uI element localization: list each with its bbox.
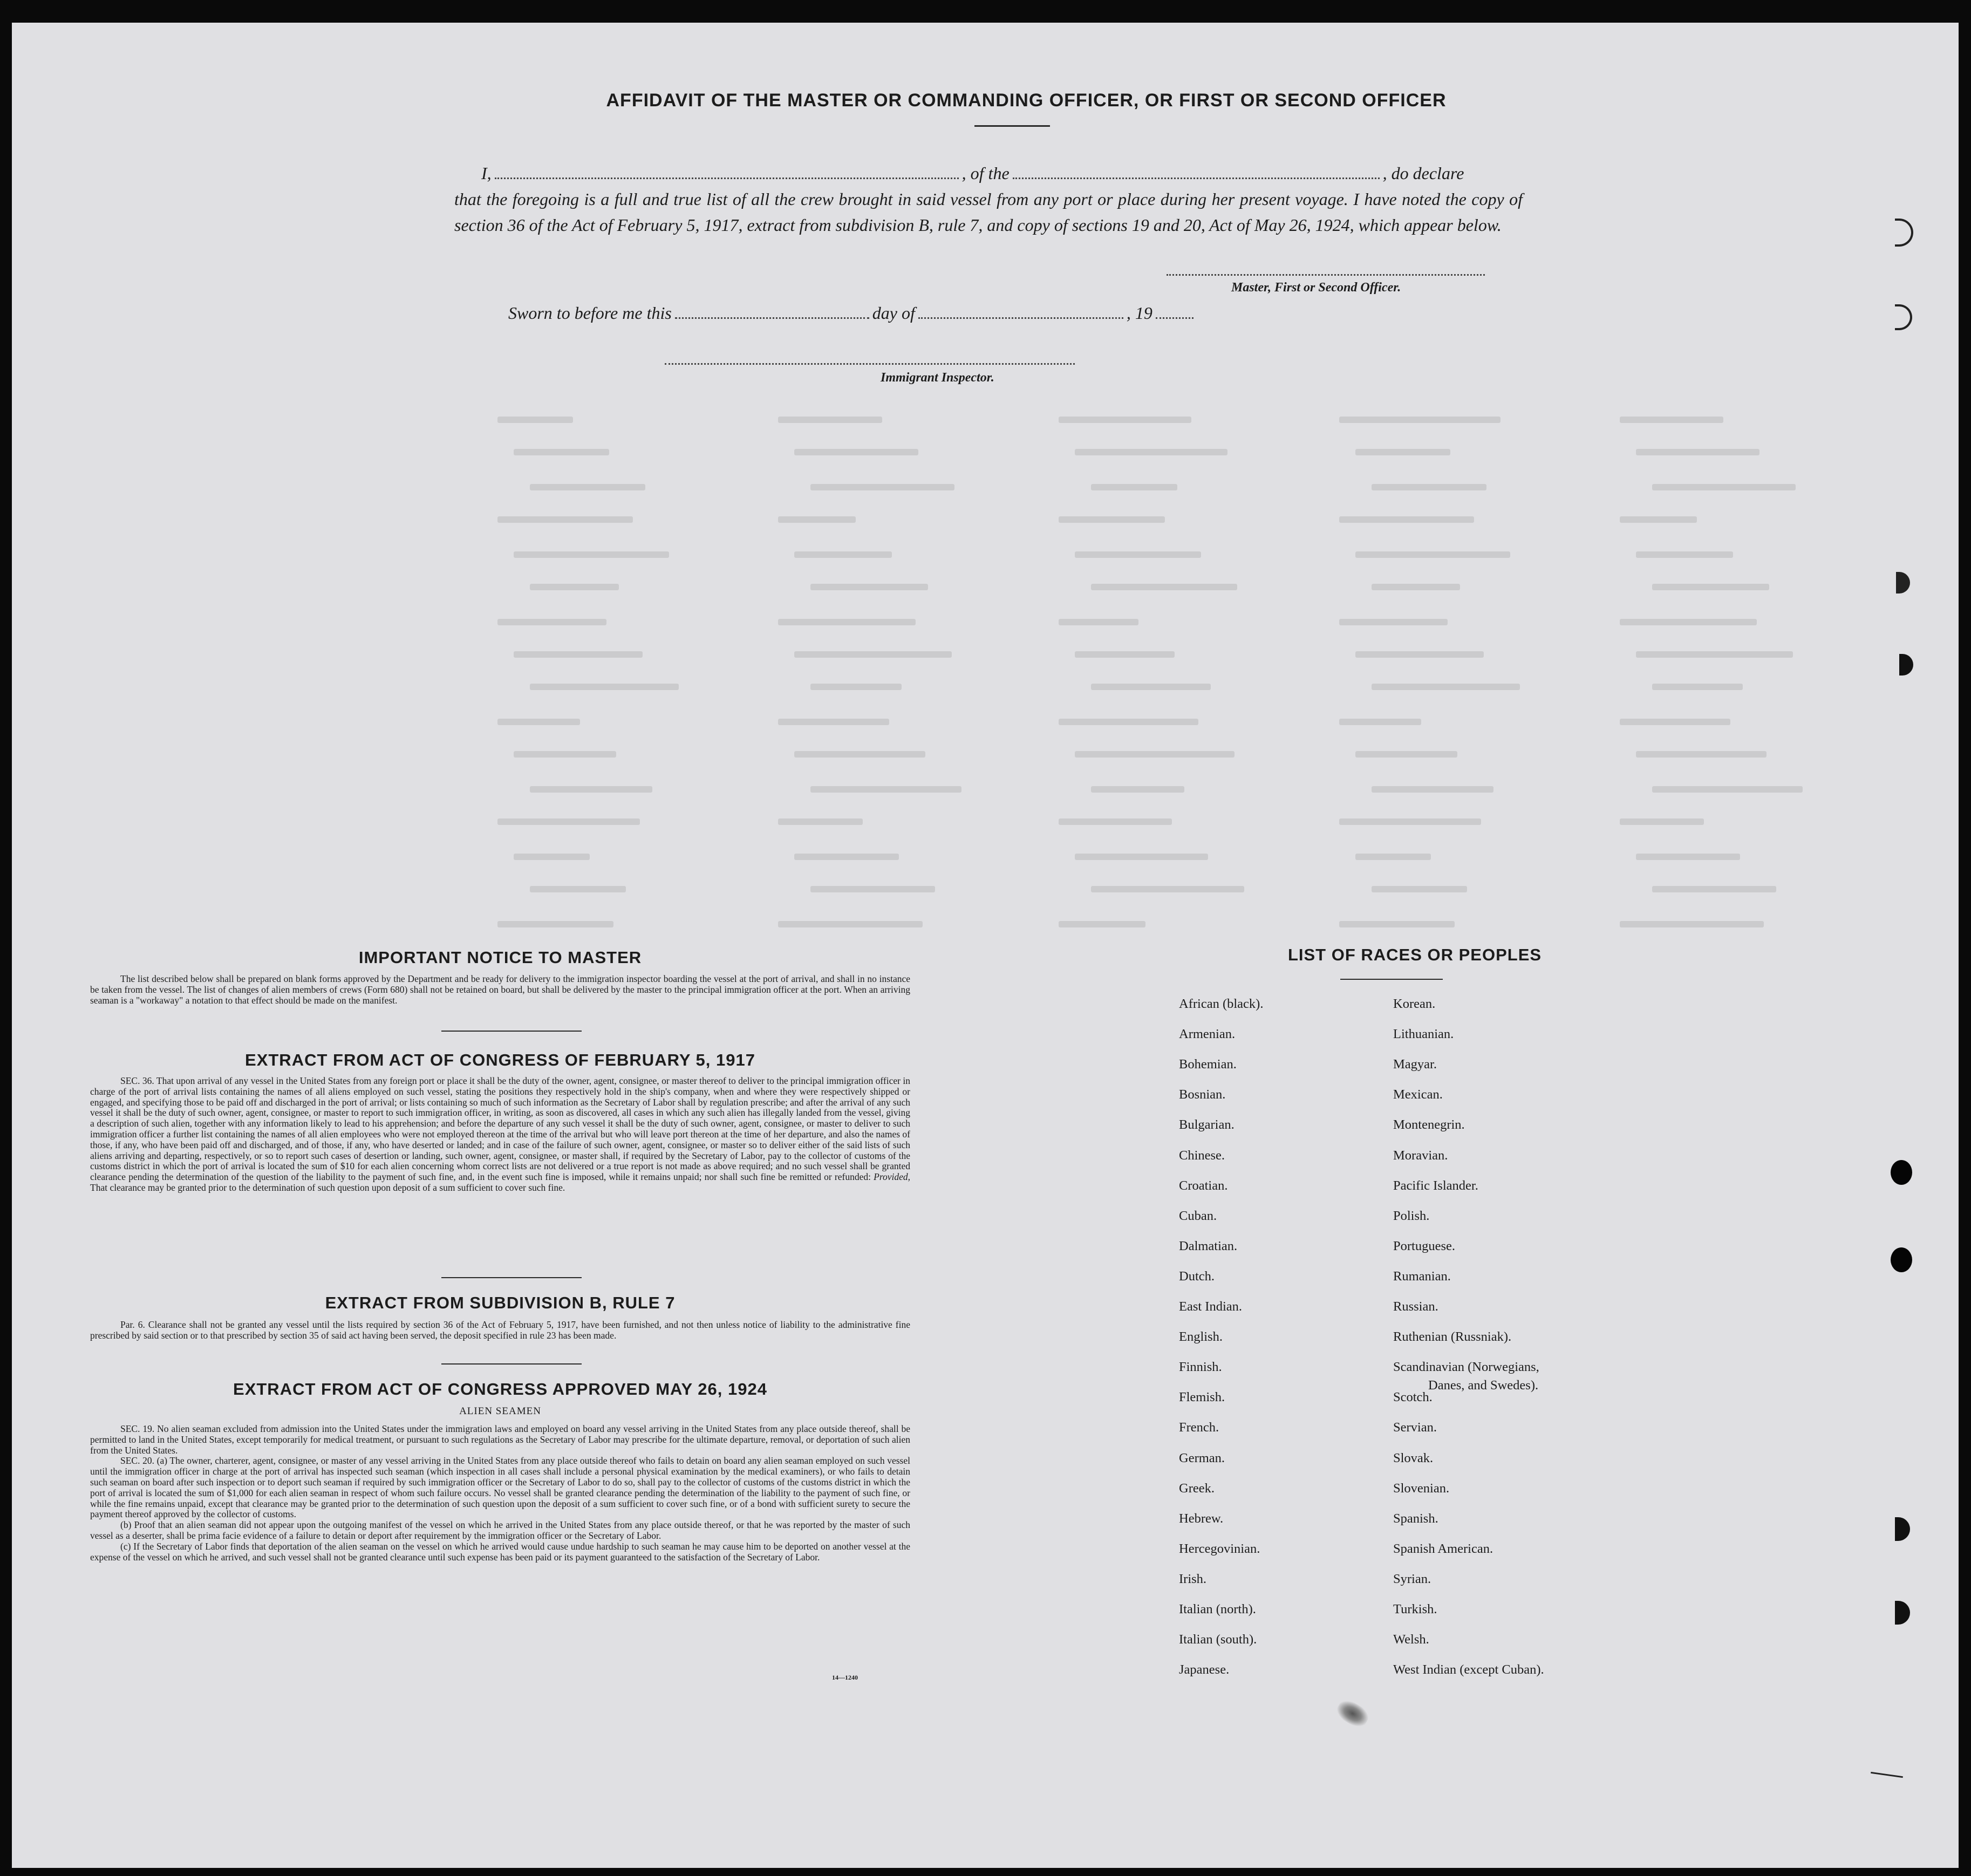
punch-hole: [1891, 1247, 1912, 1272]
punch-hole: [1895, 1517, 1910, 1541]
proviso-text: That clearance may be granted prior to the determination of such question upon deposit of a sum sufficient to cover such fine.: [90, 1182, 565, 1193]
race-item: Croatian.: [1179, 1178, 1228, 1193]
race-item: Rumanian.: [1393, 1268, 1451, 1284]
ghost-mark: [794, 651, 952, 658]
race-item: Montenegrin.: [1393, 1117, 1465, 1133]
ghost-mark: [514, 449, 609, 455]
sec20a-text: SEC. 20. (a) The owner, charterer, agent, consignee, or master of any vessel arriving in the United States from any place outside thereof who fails to detain on board any alien seaman employed on such vessel until the immigration officer in charge at the port of arrival has inspected such seaman (which inspection in all cases shall include a personal physical examination by the medical examiners), or who fails to detain such seaman on board after such inspection or to deport such seaman if required by such immigration officer or the Secretary of Labor to do so, shall pay to the collector of customs of the customs district in which the port of arrival is located the sum of $1,000 for each alien seaman in respect of whom such failure occurs. No vessel shall be granted clearance pending the determination of the liability to the payment of such fine, or while the fine remains unpaid, except that clearance may be granted prior to the determination of such question upon the deposit of a sum sufficient to cover such fine, or of a bond with sufficient surety to secure the payment thereof approved by the collector of customs.: [90, 1455, 910, 1520]
race-item: Ruthenian (Russniak).: [1393, 1329, 1512, 1345]
race-item: Bulgarian.: [1179, 1117, 1235, 1133]
race-item: Slovak.: [1393, 1450, 1434, 1465]
ghost-mark: [1059, 516, 1165, 523]
races-title: LIST OF RACES OR PEOPLES: [1287, 945, 1542, 964]
race-item: Bohemian.: [1179, 1057, 1237, 1072]
ghost-mark: [1339, 417, 1501, 423]
race-item: Portuguese.: [1393, 1238, 1455, 1253]
race-item: East Indian.: [1179, 1299, 1243, 1314]
ghost-mark: [1355, 651, 1484, 658]
sworn-year-field[interactable]: [1156, 317, 1193, 319]
inspector-signature-line[interactable]: [665, 363, 1075, 365]
ghost-mark: [1620, 719, 1730, 725]
extract-rule7-text: [90, 1320, 910, 1341]
ghost-mark: [810, 484, 954, 490]
race-item: African (black).: [1179, 997, 1264, 1011]
alien-seamen-subheading: ALIEN SEAMEN: [459, 1406, 541, 1417]
sworn-day-field[interactable]: [675, 317, 869, 319]
ghost-mark: [1636, 854, 1740, 860]
ghost-mark: [497, 719, 580, 725]
race-item: English.: [1179, 1329, 1223, 1345]
ghost-mark: [1620, 921, 1764, 927]
ghost-mark: [1355, 751, 1457, 758]
sec36-text: SEC. 36. That upon arrival of any vessel in the United States from any foreign port or place it shall be the duty of the owner, agent, consignee, or master thereof to deliver to the principal immigration officer in charge of the port of arrival lists containing the names of all aliens employed on such vessel, stating the positions they respectively hold in the ship's company, when and where they were respectively shipped or engaged, and specifying those to be paid off and discharged in the port of arrival; or lists containing so much of such information as the Secretary of Labor shall by regulation prescribe; and after the arrival of any such vessel it shall be the duty of such owner, agent, consignee, or master to report to such immigration officer, in writing, as soon as discovered, all cases in which any such alien has illegally landed from the vessel, giving a description of such alien, together with any information likely to lead to his apprehension; and before the departure of any such vessel it shall be the duty of such owner, agent, consignee, or master to deliver to such immigration officer a further list containing the names of all alien employees who were not employed thereon at the time of the arrival but who will leave port thereon at the time of her departure, and also the names of those, if any, who have been paid off and discharged, and of those, if any, who have deserted or landed; and in case of the failure of such owner, agent, consignee, or master so to deliver either of the said lists of such aliens arriving and departing, respectively, or so to report such cases of desertion or landing, such owner, agent, consignee, or master shall, if required by the Secretary of Labor, pay to the collector of customs of the customs district in which the port of arrival is located the sum of $10 for each alien concerning whom correct lists are not delivered or a true report is not made as above required; and no such vessel shall be granted clearance pending the determination of the question of the liability to the payment of such fine, and, in the event such fine is imposed, while it remains unpaid; nor shall such fine be remitted or refunded:: [90, 1075, 910, 1183]
race-item: Scandinavian (Norwegians,: [1393, 1360, 1539, 1375]
par6-text: Par. 6. Clearance shall not be granted any vessel until the lists required by section 36 of the Act of February 5, 1917, have been furnished, and not then unless notice of liability to the administrative fine prescribed by said section or to that prescribed by section 35 of said act having been served, the deposit specified in rule 23 has been made.: [90, 1319, 910, 1341]
punch-hole: [1895, 304, 1912, 330]
race-item: Turkish.: [1393, 1602, 1437, 1616]
ghost-mark: [1636, 751, 1767, 758]
ghost-mark: [514, 651, 643, 658]
ghost-mark: [1339, 921, 1455, 927]
sworn-month-field[interactable]: [918, 317, 1123, 319]
ghost-mark: [778, 921, 923, 927]
race-item: Greek.: [1179, 1481, 1215, 1496]
ghost-mark: [794, 449, 918, 455]
year-label: , 19: [1126, 303, 1152, 323]
sec19-text: SEC. 19. No alien seaman excluded from admission into the United States under the immigration laws and employed on board any vessel arriving in the United States from any place outside thereof, shall be permitted to land in the United States, except temporarily for medical treatment, or pursuant to such regulations as the Secretary of Labor may prescribe for the ultimate departure, removal, or deportation of such alien from the United States.: [90, 1423, 910, 1456]
race-item: Cuban.: [1179, 1208, 1217, 1223]
punch-hole: [1895, 219, 1913, 247]
declaration-line: [454, 160, 1523, 186]
ghost-mark: [1372, 684, 1520, 690]
extract-1924-heading: EXTRACT FROM ACT OF CONGRESS APPROVED MAY 26, 1924: [233, 1380, 767, 1399]
race-item: Syrian.: [1393, 1571, 1431, 1586]
ghost-mark: [810, 886, 935, 892]
race-item: Hercegovinian.: [1179, 1541, 1260, 1556]
ghost-mark: [530, 584, 619, 590]
ghost-mark: [778, 719, 889, 725]
ghost-mark: [1059, 417, 1191, 423]
vessel-name-field[interactable]: [1013, 178, 1380, 179]
ghost-mark: [530, 484, 645, 490]
punch-hole: [1896, 572, 1910, 594]
ghost-mark: [810, 584, 928, 590]
form-number: 14—1240: [832, 1674, 858, 1681]
race-item: Mexican.: [1393, 1087, 1443, 1102]
race-item: Pacific Islander.: [1393, 1178, 1478, 1193]
ghost-mark: [794, 854, 899, 860]
ghost-mark: [497, 619, 606, 625]
ghost-mark: [1372, 484, 1486, 490]
notice-paragraph: The list described below shall be prepared on blank forms approved by the Department and be ready for delivery to the immigration inspector boarding the vessel at the port of arrival, and shall in no instance be taken from the vessel. The list of changes of alien members of crews (Form 680) shall not be retained on board, but shall be delivered by the master to the principal immigration officer at the port. When an arriving seaman is a "workaway" a notation to that effect should be made on the manifest.: [90, 973, 910, 1006]
ghost-mark: [1636, 651, 1793, 658]
inspector-label: Immigrant Inspector.: [881, 371, 994, 385]
ghost-mark: [1339, 818, 1481, 825]
ghost-mark: [497, 818, 640, 825]
ghost-mark: [497, 921, 613, 927]
ghost-mark: [1075, 751, 1235, 758]
ghost-mark: [1652, 484, 1796, 490]
ghost-mark: [1339, 719, 1421, 725]
ghost-mark: [514, 854, 590, 860]
ghost-mark: [1339, 516, 1474, 523]
title-divider: [974, 125, 1050, 127]
declare-label: , do declare: [1382, 163, 1464, 183]
section-divider: [441, 1277, 582, 1278]
i-label: I,: [481, 163, 492, 183]
ghost-mark: [1091, 684, 1211, 690]
ghost-mark: [1652, 584, 1769, 590]
affidavit-title: AFFIDAVIT OF THE MASTER OR COMMANDING OFFICER, OR FIRST OR SECOND OFFICER: [606, 90, 1447, 111]
ink-smudge: [1334, 1697, 1372, 1731]
race-item: Chinese.: [1179, 1148, 1225, 1163]
race-item: Armenian.: [1179, 1027, 1236, 1042]
race-item: Dutch.: [1179, 1268, 1215, 1284]
affidavit-body: [454, 160, 1523, 238]
ghost-mark: [514, 751, 616, 758]
notice-heading: IMPORTANT NOTICE TO MASTER: [358, 948, 642, 967]
race-item: Spanish.: [1393, 1511, 1438, 1526]
ghost-mark: [1372, 584, 1460, 590]
race-item: Italian (north).: [1179, 1602, 1256, 1616]
race-item: Welsh.: [1393, 1632, 1429, 1647]
day-of-label: day of: [872, 303, 915, 323]
declaration-text: that the foregoing is a full and true list of all the crew brought in said vessel from any port or place during her present voyage. I have noted the copy of section 36 of the Act of February 5, 1917, extract from subdivision B, rule 7, and copy of sections 19 and 20, Act of May 26, 1924, which appear below.: [454, 189, 1523, 235]
ghost-mark: [778, 516, 856, 523]
ghost-mark: [778, 417, 882, 423]
ghost-mark: [794, 751, 925, 758]
master-signature-label: Master, First or Second Officer.: [1231, 281, 1401, 295]
race-item: Italian (south).: [1179, 1632, 1257, 1647]
ghost-mark: [1372, 886, 1467, 892]
ghost-mark: [530, 786, 652, 793]
punch-hole: [1899, 654, 1913, 676]
ghost-mark: [1620, 619, 1757, 625]
race-item-scandinavian-cont: Danes, and Swedes).: [1428, 1378, 1539, 1393]
ghost-mark: [1636, 449, 1759, 455]
ghost-mark: [1652, 684, 1743, 690]
race-item: Magyar.: [1393, 1057, 1437, 1072]
ghost-mark: [1059, 921, 1145, 927]
race-item: French.: [1179, 1420, 1219, 1435]
ghost-mark: [1091, 484, 1177, 490]
race-item: West Indian (except Cuban).: [1393, 1662, 1544, 1677]
race-item: Bosnian.: [1179, 1087, 1226, 1102]
ghost-mark: [1372, 786, 1493, 793]
race-item: Scotch.: [1393, 1390, 1433, 1405]
ghost-mark: [1059, 719, 1198, 725]
race-item: German.: [1179, 1450, 1225, 1465]
ghost-mark: [778, 619, 916, 625]
extract-1917-text: [90, 1076, 910, 1193]
master-signature-line[interactable]: [1167, 274, 1485, 276]
ghost-mark: [1620, 417, 1723, 423]
ghost-mark: [1075, 854, 1208, 860]
document-page: [12, 23, 1959, 1868]
sec20b-text: (b) Proof that an alien seaman did not appear upon the outgoing manifest of the vessel on which he arrived in the United States from any place outside thereof, or that he was reported by the master of such vessel as a deserter, shall be prima facie evidence of a failure to detain or deport after requirement by the immigration officer or the Secretary of Labor.: [90, 1519, 910, 1541]
ghost-mark: [778, 818, 863, 825]
ghost-mark: [1652, 886, 1776, 892]
ghost-mark: [810, 786, 961, 793]
extract-1924-text: [90, 1424, 910, 1563]
sworn-line: [508, 303, 1197, 323]
race-item: Moravian.: [1393, 1148, 1448, 1163]
sec20c-text: (c) If the Secretary of Labor finds that deportation of the alien seaman on the vessel on which he arrived would cause undue hardship to such seaman he may cause him to be deported on another vessel at the expense of the vessel on which he arrived, and such vessel shall not be granted clearance until such expense has been paid or its payment guaranteed to the satisfaction of the Secretary of Labor.: [90, 1540, 910, 1563]
ghost-mark: [1091, 786, 1184, 793]
ghost-mark: [1636, 551, 1733, 558]
race-item: Spanish American.: [1393, 1541, 1493, 1556]
ghost-mark: [1355, 449, 1450, 455]
race-item: Irish.: [1179, 1571, 1207, 1586]
race-item: Flemish.: [1179, 1390, 1225, 1405]
ghost-mark: [1075, 651, 1175, 658]
race-item: Russian.: [1393, 1299, 1438, 1314]
ghost-mark: [514, 551, 669, 558]
race-item: Dalmatian.: [1179, 1238, 1238, 1253]
master-name-field[interactable]: [495, 178, 959, 179]
ghost-mark: [530, 886, 626, 892]
race-item: Slovenian.: [1393, 1481, 1450, 1496]
of-the-label: , of the: [961, 163, 1010, 183]
ghost-mark: [1075, 449, 1227, 455]
extract-1917-heading: EXTRACT FROM ACT OF CONGRESS OF FEBRUARY 5, 1917: [245, 1050, 755, 1069]
ghost-mark: [1652, 786, 1803, 793]
section-divider: [441, 1363, 582, 1365]
notice-text: [90, 974, 910, 1006]
pen-stroke: [1871, 1772, 1903, 1778]
ghost-mark: [1075, 551, 1201, 558]
race-item: Korean.: [1393, 997, 1436, 1011]
punch-hole: [1895, 1601, 1910, 1625]
ghost-mark: [1091, 886, 1244, 892]
ghost-mark: [530, 684, 679, 690]
ghost-mark: [1059, 818, 1172, 825]
extract-rule7-heading: EXTRACT FROM SUBDIVISION B, RULE 7: [325, 1293, 676, 1312]
punch-hole: [1891, 1160, 1912, 1185]
ghost-mark: [1059, 619, 1138, 625]
sworn-label: Sworn to before me this: [508, 303, 672, 323]
ghost-mark: [1620, 818, 1704, 825]
ghost-mark: [810, 684, 902, 690]
race-item: Hebrew.: [1179, 1511, 1224, 1526]
proviso-label: Provided,: [874, 1171, 911, 1183]
race-item: Finnish.: [1179, 1360, 1222, 1375]
race-item: Polish.: [1393, 1208, 1430, 1223]
ghost-mark: [497, 417, 573, 423]
ghost-mark: [1355, 551, 1510, 558]
ghost-mark: [1091, 584, 1237, 590]
ghost-mark: [497, 516, 633, 523]
ghost-mark: [1339, 619, 1448, 625]
race-item: Lithuanian.: [1393, 1027, 1454, 1042]
race-item: Servian.: [1393, 1420, 1437, 1435]
section-divider: [441, 1031, 582, 1032]
races-divider: [1340, 979, 1443, 980]
ghost-mark: [1355, 854, 1431, 860]
ghost-mark: [794, 551, 892, 558]
race-item: Japanese.: [1179, 1662, 1230, 1677]
ghost-mark: [1620, 516, 1697, 523]
